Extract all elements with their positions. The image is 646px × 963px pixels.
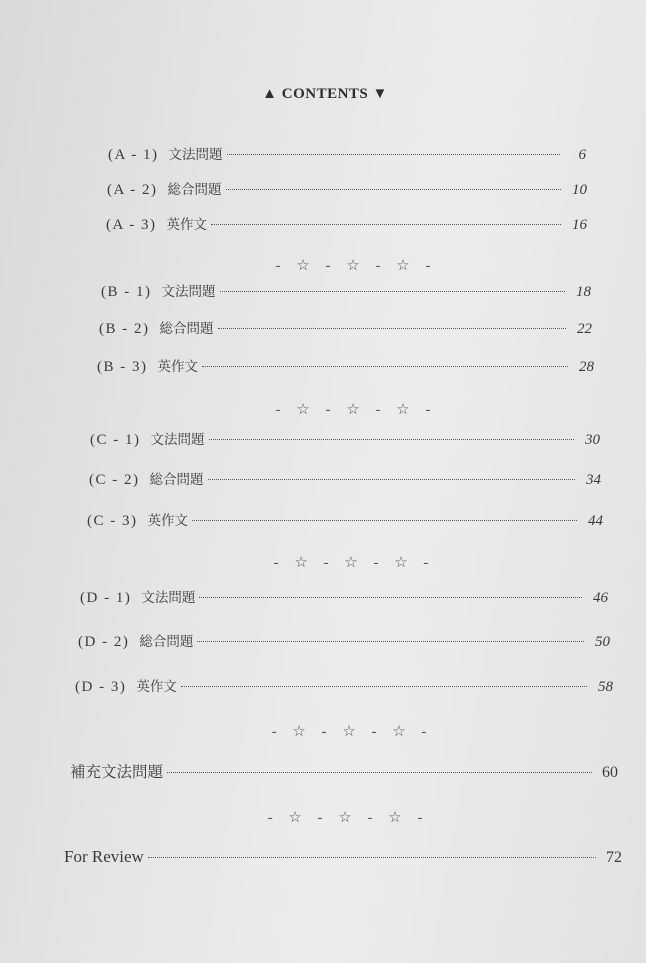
dot-leader bbox=[202, 366, 568, 367]
entry-code: (C - 1) bbox=[90, 432, 141, 448]
dot-leader bbox=[181, 686, 587, 687]
toc-entry[interactable] bbox=[87, 509, 603, 530]
dot-leader bbox=[192, 520, 577, 521]
dot-leader bbox=[199, 597, 582, 598]
entry-code: (A - 1) bbox=[108, 147, 159, 163]
dot-leader bbox=[209, 439, 575, 440]
dot-leader bbox=[167, 772, 592, 773]
entry-label: 英作文 bbox=[157, 359, 198, 375]
entry-label: For Review bbox=[64, 847, 144, 866]
entry-page: 16 bbox=[572, 217, 587, 233]
section-separator: - ☆ - ☆ - ☆ - bbox=[275, 402, 437, 418]
dot-leader bbox=[218, 328, 567, 329]
section-separator: - ☆ - ☆ - ☆ - bbox=[273, 555, 435, 571]
toc-entry[interactable] bbox=[90, 428, 600, 449]
entry-page: 6 bbox=[578, 147, 586, 163]
dot-leader bbox=[220, 291, 566, 292]
toc-entry[interactable] bbox=[101, 280, 591, 301]
entry-page: 30 bbox=[585, 432, 600, 448]
entry-label: 総合問題 bbox=[149, 472, 204, 488]
toc-entry[interactable] bbox=[78, 630, 610, 651]
entry-label: 文法問題 bbox=[161, 284, 216, 300]
toc-entry[interactable] bbox=[108, 143, 586, 164]
entry-code: (D - 2) bbox=[78, 634, 130, 650]
toc-entry-review[interactable] bbox=[64, 847, 622, 867]
entry-page: 10 bbox=[572, 182, 587, 198]
entry-code: (C - 2) bbox=[89, 472, 140, 488]
entry-label: 補充文法問題 bbox=[70, 763, 164, 781]
entry-code: (B - 3) bbox=[97, 359, 148, 375]
section-separator: - ☆ - ☆ - ☆ - bbox=[267, 810, 429, 826]
entry-label: 英作文 bbox=[166, 217, 207, 233]
dot-leader bbox=[211, 224, 561, 225]
entry-label: 英作文 bbox=[136, 679, 177, 695]
entry-page: 22 bbox=[577, 321, 592, 337]
entry-page: 34 bbox=[586, 472, 601, 488]
entry-code: (B - 1) bbox=[101, 284, 152, 300]
section-separator: - ☆ - ☆ - ☆ - bbox=[275, 258, 437, 274]
entry-label: 英作文 bbox=[147, 513, 188, 529]
entry-page: 60 bbox=[602, 764, 618, 781]
contents-title: ▲ CONTENTS ▼ bbox=[262, 86, 388, 102]
toc-entry[interactable] bbox=[106, 213, 587, 234]
dot-leader bbox=[226, 189, 562, 190]
toc-entry[interactable] bbox=[75, 675, 613, 696]
toc-entry[interactable] bbox=[99, 317, 592, 338]
entry-page: 46 bbox=[593, 590, 608, 606]
entry-page: 72 bbox=[606, 849, 622, 866]
entry-page: 44 bbox=[588, 513, 603, 529]
entry-page: 18 bbox=[576, 284, 591, 300]
entry-code: (C - 3) bbox=[87, 513, 138, 529]
entry-label: 文法問題 bbox=[141, 590, 196, 606]
dot-leader bbox=[197, 641, 584, 642]
toc-entry[interactable] bbox=[97, 355, 594, 376]
dot-leader bbox=[227, 154, 561, 155]
toc-entry[interactable] bbox=[89, 468, 601, 489]
entry-label: 文法問題 bbox=[150, 432, 205, 448]
entry-label: 総合問題 bbox=[139, 634, 194, 650]
dot-leader bbox=[208, 479, 576, 480]
entry-label: 総合問題 bbox=[159, 321, 214, 337]
entry-code: (D - 3) bbox=[75, 679, 127, 695]
toc-entry[interactable] bbox=[80, 586, 608, 607]
toc-entry-supplement[interactable] bbox=[70, 760, 618, 782]
entry-code: (B - 2) bbox=[99, 321, 150, 337]
entry-code: (A - 2) bbox=[107, 182, 158, 198]
toc-entry[interactable] bbox=[107, 178, 587, 199]
section-separator: - ☆ - ☆ - ☆ - bbox=[271, 724, 433, 740]
entry-label: 総合問題 bbox=[167, 182, 222, 198]
entry-page: 50 bbox=[595, 634, 610, 650]
entry-code: (D - 1) bbox=[80, 590, 132, 606]
entry-label: 文法問題 bbox=[168, 147, 223, 163]
entry-code: (A - 3) bbox=[106, 217, 157, 233]
dot-leader bbox=[148, 857, 596, 858]
entry-page: 58 bbox=[598, 679, 613, 695]
entry-page: 28 bbox=[579, 359, 594, 375]
